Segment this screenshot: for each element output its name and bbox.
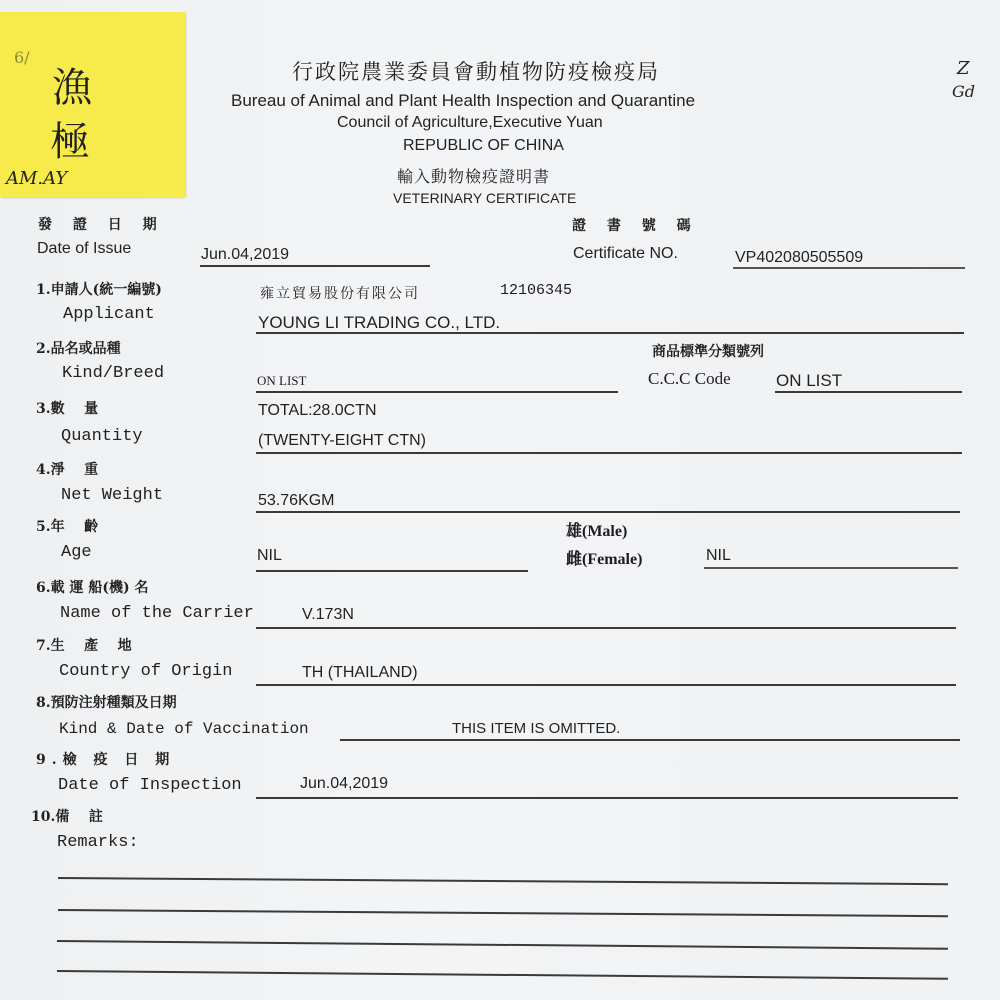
certificate-no-underline: [733, 267, 965, 269]
age-value: NIL: [257, 547, 282, 564]
corner-note-line-2: Gd: [952, 82, 976, 101]
agency-name-zh: 行政院農業委員會動植物防疫檢疫局: [292, 60, 660, 84]
sticky-note-faint-mark: 6/: [14, 48, 30, 67]
council-name: Council of Agriculture,Executive Yuan: [337, 114, 603, 131]
origin-underline: [256, 684, 956, 686]
ccc-code-underline: [775, 391, 962, 393]
sex-value: NIL: [706, 547, 731, 564]
origin-label: Country of Origin: [59, 662, 233, 681]
inspection-label: Date of Inspection: [58, 776, 242, 795]
vaccination-value: THIS ITEM IS OMITTED.: [452, 720, 621, 737]
quantity-underline: [256, 452, 962, 454]
date-of-issue-label: Date of Issue: [37, 240, 132, 257]
vaccination-label-zh: 8.預防注射種類及日期: [36, 695, 177, 711]
quantity-label-zh: 3.數 量: [36, 401, 99, 417]
date-of-issue-underline: [200, 265, 430, 267]
remarks-line-1: [58, 877, 948, 885]
age-label-zh: 5.年 齡: [36, 519, 99, 535]
net-weight-value: 53.76KGM: [258, 492, 335, 509]
sex-underline: [704, 567, 958, 569]
age-underline: [256, 570, 528, 572]
applicant-underline: [256, 332, 964, 334]
net-weight-underline: [256, 511, 960, 513]
applicant-name-zh: 雍立貿易股份有限公司: [260, 286, 420, 302]
carrier-label-zh: 6.載 運 船(機) 名: [36, 580, 149, 596]
corner-note-line-1: Z: [957, 58, 970, 79]
sticky-note-line-3: AM.AY: [6, 168, 68, 189]
inspection-value: Jun.04,2019: [300, 775, 389, 792]
agency-name-en: Bureau of Animal and Plant Health Inspection and Quarantine: [231, 91, 696, 110]
document-title-zh: 輸入動物檢疫證明書: [397, 167, 551, 186]
sticky-note-line-2: 極: [50, 119, 90, 165]
kind-breed-label: Kind/Breed: [62, 364, 165, 383]
remarks-line-3: [57, 940, 948, 950]
applicant-label-zh: 1.申請人(統一編號): [36, 282, 162, 298]
certificate-no-label: Certificate NO.: [573, 245, 678, 262]
kind-breed-underline: [256, 391, 618, 393]
remarks-line-4: [57, 970, 948, 980]
male-label: 雄(Male): [566, 523, 628, 540]
sticky-note: [0, 12, 185, 197]
certificate-no-label-zh: 證 書 號 碼: [572, 218, 699, 234]
kind-breed-value: ON LIST: [257, 373, 307, 388]
quantity-value-words: (TWENTY-EIGHT CTN): [258, 432, 426, 449]
net-weight-label: Net Weight: [61, 486, 164, 505]
remarks-line-2: [58, 909, 948, 917]
origin-label-zh: 7.生 產 地: [36, 638, 132, 654]
applicant-name: YOUNG LI TRADING CO., LTD.: [258, 313, 501, 332]
document-title-en: VETERINARY CERTIFICATE: [393, 190, 577, 206]
female-label: 雌(Female): [566, 551, 643, 568]
quantity-label: Quantity: [61, 427, 143, 446]
inspection-label-zh: 9.檢 疫 日 期: [36, 752, 176, 768]
ccc-code-value: ON LIST: [776, 371, 843, 390]
vaccination-underline: [340, 739, 960, 741]
ccc-code-label-zh: 商品標準分類號列: [652, 344, 764, 360]
kind-breed-label-zh: 2.品名或品種: [36, 341, 121, 357]
inspection-underline: [256, 797, 958, 799]
remarks-label: Remarks:: [57, 833, 139, 852]
quantity-value-total: TOTAL:28.0CTN: [258, 402, 377, 419]
applicant-tax-id: 12106345: [500, 282, 573, 299]
carrier-value: V.173N: [302, 606, 354, 623]
ccc-code-label: C.C.C Code: [648, 369, 731, 388]
carrier-underline: [256, 627, 956, 629]
carrier-label: Name of the Carrier: [60, 604, 254, 623]
remarks-label-zh: 10.備 註: [31, 809, 103, 825]
origin-value: TH (THAILAND): [302, 664, 418, 681]
date-of-issue-label-zh: 發 證 日 期: [38, 217, 165, 233]
sticky-note-line-1: 漁: [52, 65, 92, 111]
certificate-no-value: VP402080505509: [735, 249, 864, 266]
vaccination-label: Kind & Date of Vaccination: [59, 720, 309, 738]
age-label: Age: [61, 543, 92, 562]
date-of-issue-value: Jun.04,2019: [201, 246, 290, 263]
net-weight-label-zh: 4.淨 重: [36, 462, 99, 478]
country-name: REPUBLIC OF CHINA: [403, 137, 564, 154]
applicant-label: Applicant: [63, 305, 155, 324]
